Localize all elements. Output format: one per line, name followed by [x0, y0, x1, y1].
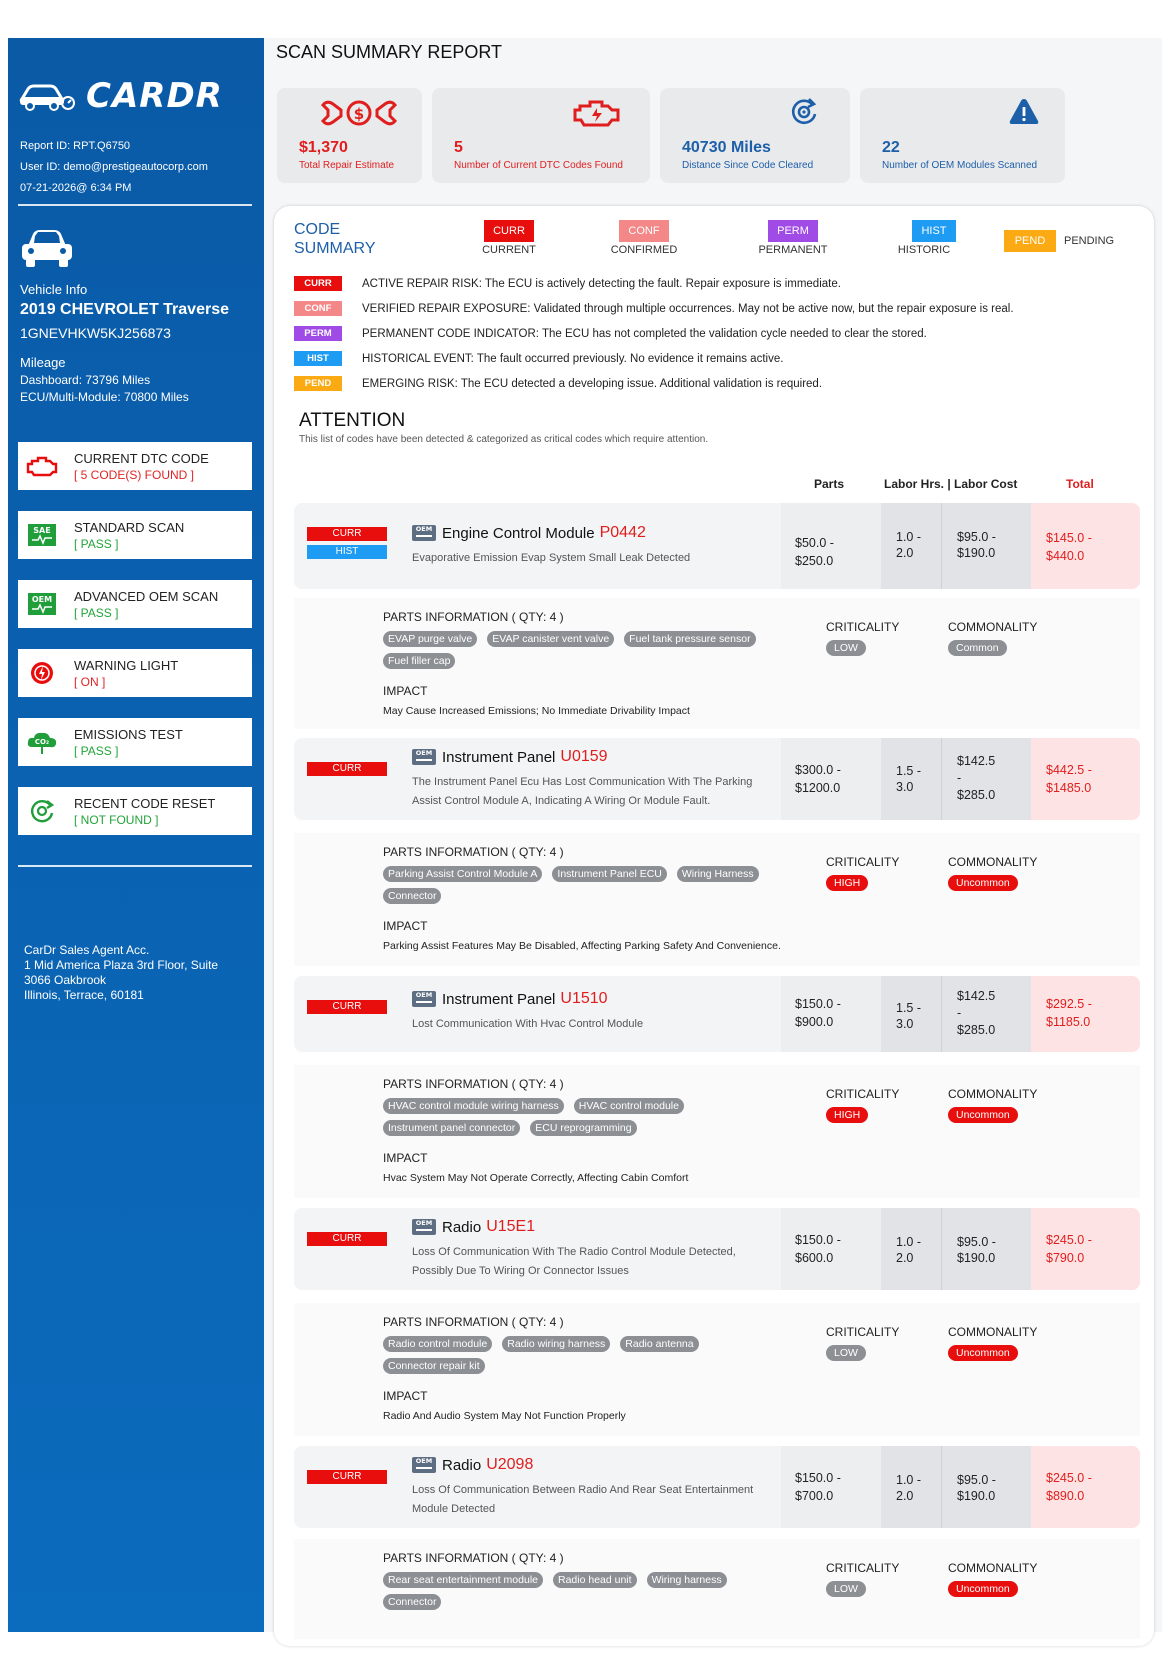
- value: $700.0: [795, 1489, 834, 1503]
- part-chip: Fuel filler cap: [383, 653, 455, 669]
- dtc-description: Loss Of Communication Between Radio And Rear Seat Entertainment Module Detected: [412, 1484, 754, 1515]
- status-value: [ NOT FOUND ]: [74, 812, 159, 827]
- sidebar: [8, 38, 264, 1632]
- status-badges: [307, 1470, 387, 1488]
- part-chip: Connector: [383, 1594, 441, 1610]
- labor-cost: [941, 1446, 1031, 1528]
- badge-pend: PEND: [294, 376, 342, 391]
- status-badges: [307, 1232, 387, 1250]
- module-line: [412, 1218, 535, 1236]
- impact-title: IMPACT: [383, 919, 428, 933]
- wrench-dollar-icon: [319, 96, 399, 130]
- value: $95.0 -: [957, 1235, 996, 1249]
- stat-distance-since-clear: [660, 88, 850, 183]
- value: $1200.0: [795, 781, 841, 795]
- alert-triangle-icon: [1007, 96, 1041, 128]
- value: 2.0: [896, 1489, 914, 1503]
- warning-light-icon: [18, 649, 66, 697]
- parts-cost: [781, 976, 881, 1052]
- legend-historic: [884, 220, 964, 256]
- value: -: [957, 771, 962, 785]
- value: $142.5: [957, 989, 996, 1003]
- ecu-mileage: ECU/Multi-Module: 70800 Miles: [20, 390, 189, 404]
- badge-hist: HIST: [294, 351, 342, 366]
- commonality-title: COMMONALITY: [948, 1087, 1038, 1101]
- module-name: Radio: [442, 1218, 482, 1236]
- badge-curr: CURR: [307, 1470, 387, 1484]
- part-chip: Parking Assist Control Module A: [383, 866, 542, 882]
- value: 3.0: [896, 1017, 914, 1031]
- parts-cost: [781, 1446, 881, 1528]
- commonality-title: COMMONALITY: [948, 1325, 1038, 1339]
- divider: [18, 204, 252, 206]
- commonality-title: COMMONALITY: [948, 855, 1038, 869]
- status-badges: [307, 762, 387, 780]
- status-value: [ 5 CODE(S) FOUND ]: [74, 467, 195, 482]
- part-chip: Fuel tank pressure sensor: [624, 631, 755, 647]
- reset-icon: [18, 787, 66, 835]
- status-title: ADVANCED OEM SCAN: [74, 588, 219, 604]
- column-parts: Parts: [814, 477, 845, 491]
- parts-cost: [781, 503, 881, 589]
- badge-pend: PEND: [1004, 230, 1056, 252]
- attention-subtitle: This list of codes have been detected & categorized as critical codes which require attention.: [299, 434, 709, 445]
- parts-list: [383, 631, 793, 669]
- value: $1185.0: [1046, 1015, 1091, 1029]
- legend-permanent: [753, 220, 833, 256]
- status-value: [ ON ]: [74, 674, 106, 689]
- check-engine-icon: [572, 96, 624, 130]
- value: $292.5 -: [1046, 997, 1092, 1011]
- badge-conf: CONF: [294, 301, 342, 316]
- value: $600.0: [795, 1251, 834, 1265]
- commonality-badge: Uncommon: [948, 1345, 1018, 1361]
- part-chip: Radio antenna: [620, 1336, 698, 1352]
- column-labor: Labor Hrs. | Labor Cost: [884, 477, 1018, 491]
- page-title: SCAN SUMMARY REPORT: [276, 42, 503, 62]
- total-cost: [1031, 1446, 1140, 1528]
- status-value: [ PASS ]: [74, 536, 119, 551]
- part-chip: Radio wiring harness: [502, 1336, 610, 1352]
- parts-cost: [781, 1208, 881, 1290]
- value: 3.0: [896, 780, 914, 794]
- definition-text: PERMANENT CODE INDICATOR: The ECU has not completed the validation cycle needed to clear the stored.: [362, 327, 927, 340]
- co2-icon: [18, 718, 66, 766]
- vehicle-model: 2019 CHEVROLET Traverse: [20, 301, 229, 318]
- total-cost: [1031, 503, 1140, 589]
- part-chip: Radio head unit: [553, 1572, 637, 1588]
- dtc-detail-u15e1: [294, 1303, 1140, 1436]
- criticality-badge: HIGH: [826, 1107, 868, 1123]
- labor-hours: [881, 1446, 941, 1528]
- report-datetime: 07-21-2026@ 6:34 PM: [20, 182, 132, 194]
- criticality-title: CRITICALITY: [826, 1087, 900, 1101]
- value: $285.0: [957, 788, 996, 802]
- column-total: Total: [1066, 477, 1094, 491]
- report-id: Report ID: RPT.Q6750: [20, 140, 131, 152]
- value: $145.0 -: [1046, 531, 1092, 545]
- definition-pend: [294, 376, 822, 391]
- title-line: CODE: [294, 221, 341, 238]
- dtc-detail-u0159: [294, 833, 1140, 966]
- oem-icon: OEM: [412, 749, 436, 765]
- value: $190.0: [957, 1489, 996, 1503]
- reset-gear-icon: [788, 96, 820, 128]
- impact-title: IMPACT: [383, 1389, 428, 1403]
- stat-total-repair: [277, 88, 422, 183]
- status-title: CURRENT DTC CODE: [74, 450, 209, 466]
- module-line: [412, 748, 608, 766]
- value: 1.0 -: [896, 1235, 922, 1249]
- code-summary-card: [274, 206, 1154, 1646]
- definition-text: VERIFIED REPAIR EXPOSURE: Validated through multiple occurrences. May not be active now, but the repair exposure is real.: [362, 302, 1014, 315]
- oem-icon: OEM: [412, 1457, 436, 1473]
- labor-cost: [941, 503, 1031, 589]
- status-recent-code-reset[interactable]: [18, 787, 252, 835]
- value: $245.0 -: [1046, 1233, 1092, 1247]
- definition-perm: [294, 326, 927, 341]
- status-standard-scan[interactable]: [18, 511, 252, 559]
- dtc-description: Lost Communication With Hvac Control Module: [412, 1018, 644, 1030]
- parts-info-title: PARTS INFORMATION ( QTY: 4 ): [383, 610, 564, 624]
- oem-icon: OEM: [412, 991, 436, 1007]
- legend-current: [474, 220, 544, 256]
- svg-text:CO₂: CO₂: [34, 738, 50, 746]
- legend-name: PERMANENT: [758, 244, 828, 256]
- dtc-code: U1510: [560, 990, 608, 1007]
- part-chip: Connector: [383, 888, 441, 904]
- labor-cost: [941, 1208, 1031, 1290]
- parts-info-title: PARTS INFORMATION ( QTY: 4 ): [383, 1077, 564, 1091]
- dtc-description: Loss Of Communication With The Radio Control Module Detected, Possibly Due To Wiring Or Connector Issues: [412, 1246, 736, 1277]
- logo-text: CARDR: [86, 76, 223, 116]
- commonality-title: COMMONALITY: [948, 1561, 1038, 1575]
- svg-text:SAE: SAE: [33, 526, 51, 535]
- value: 2.0: [896, 546, 914, 560]
- parts-list: [383, 866, 793, 904]
- criticality-title: CRITICALITY: [826, 855, 900, 869]
- impact-title: IMPACT: [383, 684, 428, 698]
- dtc-description: Evaporative Emission Evap System Small Leak Detected: [412, 552, 691, 564]
- badge-hist: HIST: [912, 220, 956, 242]
- stat-value: 40730 Miles: [682, 139, 771, 156]
- stat-oem-modules: [860, 88, 1065, 183]
- badge-perm: PERM: [294, 326, 342, 341]
- commonality-title: COMMONALITY: [948, 620, 1038, 634]
- value: 1.5 -: [896, 764, 922, 778]
- stat-value: $1,370: [299, 139, 348, 156]
- legend-name: PENDING: [1064, 235, 1115, 247]
- labor-cost: [941, 738, 1031, 820]
- module-line: [412, 524, 646, 542]
- value: $150.0 -: [795, 997, 841, 1011]
- total-cost: [1031, 976, 1140, 1052]
- value: $95.0 -: [957, 1473, 996, 1487]
- criticality-badge: HIGH: [826, 875, 868, 891]
- value: 2.0: [896, 1251, 914, 1265]
- code-summary-title: [294, 220, 376, 258]
- agent-line: 1 Mid America Plaza 3rd Floor, Suite: [24, 958, 219, 972]
- status-emissions-test[interactable]: [18, 718, 252, 766]
- commonality-badge: Uncommon: [948, 1107, 1018, 1123]
- part-chip: Instrument Panel ECU: [552, 866, 666, 882]
- legend-confirmed: [604, 220, 684, 256]
- part-chip: Radio control module: [383, 1336, 492, 1352]
- value: 1.0 -: [896, 530, 922, 544]
- dtc-row-u1510[interactable]: [294, 976, 1140, 1052]
- value: $285.0: [957, 1023, 996, 1037]
- definition-hist: [294, 351, 783, 366]
- part-chip: Instrument panel connector: [383, 1120, 520, 1136]
- legend-name: CONFIRMED: [610, 244, 678, 256]
- oem-icon: OEM: [412, 1219, 436, 1235]
- module-line: [412, 1456, 533, 1474]
- criticality-badge: LOW: [826, 1345, 866, 1361]
- impact-text: Hvac System May Not Operate Correctly, Affecting Cabin Comfort: [383, 1172, 689, 1184]
- dtc-code: U0159: [560, 748, 608, 765]
- dtc-row-u0159[interactable]: [294, 738, 1140, 820]
- oem-icon: [18, 580, 66, 628]
- definition-text: HISTORICAL EVENT: The fault occurred previously. No evidence it remains active.: [362, 352, 784, 365]
- legend-pending: [1004, 230, 1134, 252]
- labor-hours: [881, 503, 941, 589]
- report-meta: [20, 136, 208, 199]
- stat-value: 22: [882, 139, 900, 156]
- value: $300.0 -: [795, 763, 841, 777]
- value: $250.0: [795, 554, 834, 568]
- status-value: [ PASS ]: [74, 605, 119, 620]
- sae-icon: [18, 511, 66, 559]
- status-title: WARNING LIGHT: [74, 657, 179, 673]
- status-current-dtc[interactable]: [18, 442, 252, 490]
- agent-line: 3066 Oakbrook: [24, 973, 107, 987]
- part-chip: Wiring harness: [647, 1572, 727, 1588]
- criticality-title: CRITICALITY: [826, 1561, 900, 1575]
- part-chip: HVAC control module: [574, 1098, 684, 1114]
- status-title: STANDARD SCAN: [74, 519, 185, 535]
- stat-value: 5: [454, 139, 463, 156]
- labor-hours: [881, 1208, 941, 1290]
- dtc-detail-p0442: [294, 598, 1140, 729]
- criticality-title: CRITICALITY: [826, 620, 900, 634]
- value: $900.0: [795, 1015, 834, 1029]
- stat-label: Total Repair Estimate: [299, 160, 395, 171]
- value: $142.5: [957, 754, 996, 768]
- vehicle-vin: 1GNEVHKW5KJ256873: [20, 325, 171, 341]
- status-badges: [307, 527, 387, 563]
- impact-text: May Cause Increased Emissions; No Immediate Drivability Impact: [383, 705, 690, 717]
- vehicle-info: [20, 282, 229, 404]
- user-id: User ID: demo@prestigeautocorp.com: [20, 161, 208, 173]
- labor-hours: [881, 738, 941, 820]
- status-advanced-oem-scan[interactable]: [18, 580, 252, 628]
- module-name: Instrument Panel: [442, 748, 556, 766]
- labor-hours: [881, 976, 941, 1052]
- total-cost: [1031, 738, 1140, 820]
- parts-list: [383, 1572, 793, 1610]
- value: $150.0 -: [795, 1471, 841, 1485]
- dtc-row-u2098[interactable]: [294, 1446, 1140, 1528]
- part-chip: Connector repair kit: [383, 1358, 485, 1374]
- part-chip: Wiring Harness: [677, 866, 759, 882]
- part-chip: Rear seat entertainment module: [383, 1572, 543, 1588]
- value: $890.0: [1046, 1489, 1085, 1503]
- oem-icon: OEM: [412, 525, 436, 541]
- brand-logo: [18, 76, 223, 116]
- stat-label: Number of Current DTC Codes Found: [454, 160, 623, 171]
- agent-line: CarDr Sales Agent Acc.: [24, 943, 150, 957]
- definition-text: ACTIVE REPAIR RISK: The ECU is actively detecting the fault. Repair exposure is immediate.: [362, 277, 841, 290]
- dtc-row-u15e1[interactable]: [294, 1208, 1140, 1290]
- dtc-description: The Instrument Panel Ecu Has Lost Communication With The Parking Assist Control Module A, Indicating A Wiring Or Module Fault.: [412, 776, 753, 807]
- status-badges: [307, 1000, 387, 1018]
- dashboard-mileage: Dashboard: 73796 Miles: [20, 373, 151, 387]
- status-warning-light[interactable]: [18, 649, 252, 697]
- dtc-code: U15E1: [486, 1218, 536, 1235]
- value: -: [957, 1006, 962, 1020]
- badge-hist: HIST: [307, 545, 387, 559]
- definition-conf: [294, 301, 1014, 316]
- status-title: EMISSIONS TEST: [74, 726, 183, 742]
- impact-text: Parking Assist Features May Be Disabled, Affecting Parking Safety And Convenience.: [383, 940, 781, 952]
- attention-title: ATTENTION: [299, 410, 406, 431]
- vehicle-label: Vehicle Info: [20, 282, 88, 297]
- sales-agent-address: [24, 943, 218, 1003]
- labor-cost: [941, 976, 1031, 1052]
- parts-info-title: PARTS INFORMATION ( QTY: 4 ): [383, 845, 564, 859]
- legend-name: HISTORIC: [897, 244, 951, 256]
- part-chip: EVAP purge valve: [383, 631, 477, 647]
- impact-text: Radio And Audio System May Not Function Properly: [383, 1410, 626, 1422]
- commonality-badge: Uncommon: [948, 875, 1018, 891]
- dtc-code: U2098: [486, 1456, 534, 1473]
- commonality-badge: Uncommon: [948, 1581, 1018, 1597]
- module-name: Radio: [442, 1456, 482, 1474]
- dtc-detail-u2098: [294, 1539, 1140, 1639]
- criticality-badge: LOW: [826, 640, 866, 656]
- stat-label: Distance Since Code Cleared: [682, 160, 814, 171]
- badge-curr: CURR: [294, 276, 342, 291]
- badge-curr: CURR: [484, 220, 534, 242]
- value: $95.0 -: [957, 530, 996, 544]
- legend-name: CURRENT: [482, 244, 536, 256]
- part-chip: HVAC control module wiring harness: [383, 1098, 564, 1114]
- commonality-badge: Common: [948, 640, 1007, 656]
- divider: [18, 865, 252, 867]
- value: $245.0 -: [1046, 1471, 1092, 1485]
- definition-curr: [294, 276, 841, 291]
- value: $790.0: [1046, 1251, 1085, 1265]
- module-name: Instrument Panel: [442, 990, 556, 1008]
- parts-info-title: PARTS INFORMATION ( QTY: 4 ): [383, 1551, 564, 1565]
- dtc-detail-u1510: [294, 1065, 1140, 1198]
- definition-text: EMERGING RISK: The ECU detected a developing issue. Additional validation is required.: [362, 377, 823, 390]
- agent-line: Illinois, Terrace, 60181: [24, 988, 144, 1002]
- module-name: Engine Control Module: [442, 524, 595, 542]
- svg-text:OEM: OEM: [31, 595, 53, 604]
- value: $1485.0: [1046, 781, 1092, 795]
- impact-title: IMPACT: [383, 1151, 428, 1165]
- value: 1.0 -: [896, 1473, 922, 1487]
- value: $190.0: [957, 546, 996, 560]
- car-scan-icon: [18, 81, 76, 111]
- module-line: [412, 990, 608, 1008]
- svg-text:$: $: [353, 105, 365, 123]
- engine-icon: [18, 442, 66, 490]
- badge-curr: CURR: [307, 1232, 387, 1246]
- criticality-badge: LOW: [826, 1581, 866, 1597]
- badge-curr: CURR: [307, 1000, 387, 1014]
- criticality-title: CRITICALITY: [826, 1325, 900, 1339]
- badge-perm: PERM: [768, 220, 818, 242]
- value: $50.0 -: [795, 536, 834, 550]
- car-icon: [18, 226, 76, 275]
- title-line: SUMMARY: [294, 240, 376, 257]
- status-title: RECENT CODE RESET: [74, 795, 216, 811]
- badge-conf: CONF: [619, 220, 669, 242]
- status-value: [ PASS ]: [74, 743, 119, 758]
- dtc-row-p0442[interactable]: [294, 503, 1140, 589]
- value: $150.0 -: [795, 1233, 841, 1247]
- parts-list: [383, 1098, 793, 1136]
- part-chip: EVAP canister vent valve: [487, 631, 614, 647]
- total-cost: [1031, 1208, 1140, 1290]
- dtc-code: P0442: [599, 524, 646, 541]
- value: $190.0: [957, 1251, 996, 1265]
- parts-list: [383, 1336, 793, 1374]
- value: 1.5 -: [896, 1001, 922, 1015]
- stat-label: Number of OEM Modules Scanned: [882, 160, 1038, 171]
- parts-info-title: PARTS INFORMATION ( QTY: 4 ): [383, 1315, 564, 1329]
- badge-curr: CURR: [307, 762, 387, 776]
- parts-cost: [781, 738, 881, 820]
- stat-current-dtc: [432, 88, 650, 183]
- main-content: [264, 38, 1162, 1632]
- value: $440.0: [1046, 549, 1085, 563]
- badge-curr: CURR: [307, 527, 387, 541]
- value: $442.5 -: [1046, 763, 1092, 777]
- part-chip: ECU reprogramming: [530, 1120, 636, 1136]
- mileage-label: Mileage: [20, 355, 66, 370]
